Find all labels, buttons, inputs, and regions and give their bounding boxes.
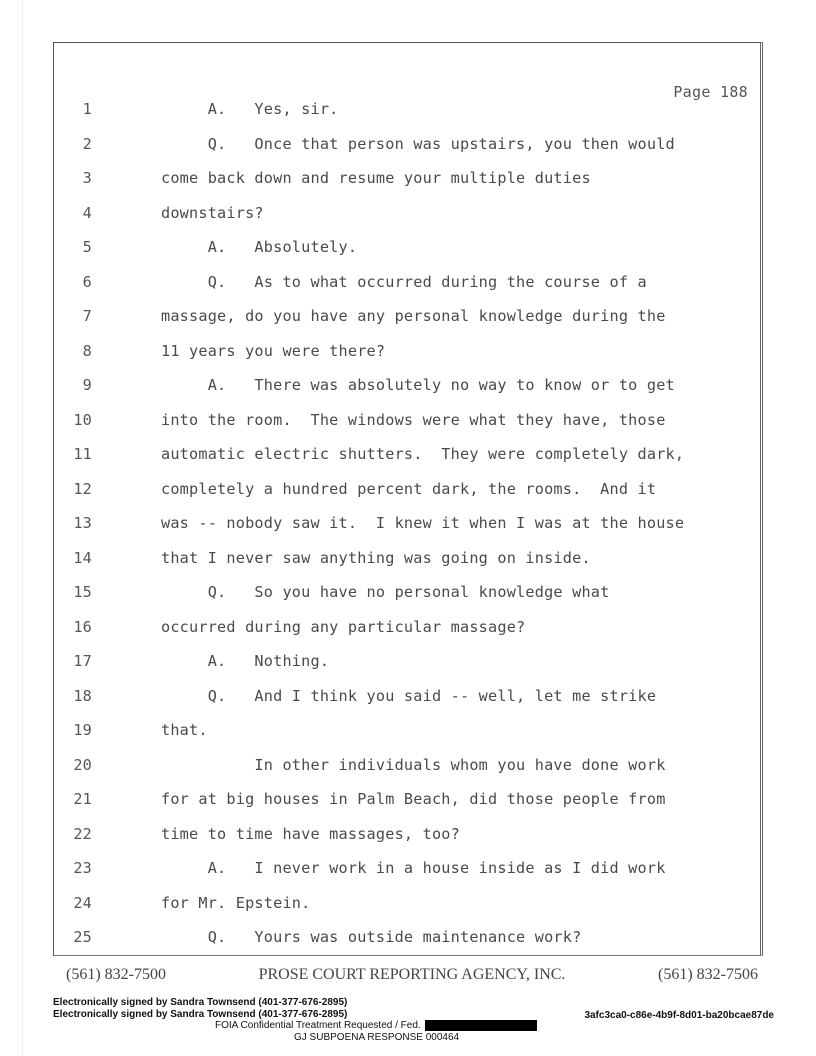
transcript-line [54,652,760,687]
line-number: 23 [73,859,92,877]
line-text: massage, do you have any personal knowledge during the [161,307,666,325]
redaction-box [425,1020,537,1031]
transcript-line [54,825,760,860]
line-text: automatic electric shutters. They were completely dark, [161,445,685,463]
line-number: 20 [73,755,92,774]
signature-line-1: Electronically signed by Sandra Townsend (401-377-676-2895) [53,997,348,1008]
transcript-line [54,790,760,825]
transcript-line [54,514,760,549]
line-number: 1 [82,100,92,118]
line-text: A. Absolutely. [161,238,358,256]
transcript-line [54,894,760,929]
signature-line-2: Electronically signed by Sandra Townsend (401-377-676-2895) [53,1009,348,1020]
transcript-line [54,238,760,273]
line-text: for Mr. Epstein. [161,893,311,912]
page-footer [66,966,758,984]
line-text: A. Yes, sir. [161,100,339,118]
line-number: 11 [73,445,92,463]
line-text: completely a hundred percent dark, the rooms. And it [161,479,657,498]
transcript-line [54,307,760,342]
transcript-line [54,376,760,411]
transcript-line [54,618,760,653]
transcript-line [54,445,760,480]
transcript-line [54,721,760,756]
transcript-line [54,480,760,515]
line-text: In other individuals whom you have done work [161,755,666,774]
line-text: Q. Yours was outside maintenance work? [161,928,582,946]
transcript-line [54,169,760,204]
line-text: into the room. The windows were what they have, those [161,410,666,429]
line-text: downstairs? [161,203,264,222]
line-number: 6 [82,272,92,291]
line-number: 13 [73,514,92,532]
line-number: 12 [73,479,92,498]
signature-hash: 3afc3ca0-c86e-4b9f-8d01-ba20bcae87de [584,1010,774,1021]
line-number: 16 [73,617,92,636]
line-text: that. [161,721,208,739]
line-text: A. I never work in a house inside as I did work [161,859,666,877]
line-number: 19 [73,721,92,739]
line-text: Q. And I think you said -- well, let me strike [161,686,657,705]
line-number: 25 [73,928,92,946]
foia-stamp [215,1020,537,1031]
transcript-line [54,342,760,377]
line-text: A. Nothing. [161,652,330,670]
bates-number: GJ SUBPOENA RESPONSE 000464 [294,1032,460,1043]
page-number: Page 188 [673,83,748,101]
line-number: 9 [82,376,92,394]
transcript-line [54,204,760,239]
line-number: 3 [82,169,92,187]
footer-phone-right: (561) 832-7506 [658,966,758,983]
transcript-line [54,411,760,446]
line-text: A. There was absolutely no way to know or to get [161,376,675,394]
line-number: 8 [82,341,92,360]
line-number: 10 [73,410,92,429]
line-text: that I never saw anything was going on inside. [161,548,591,567]
transcript-line [54,583,760,618]
line-number: 24 [73,893,92,912]
footer-agency: PROSE COURT REPORTING AGENCY, INC. [258,966,566,983]
line-text: Q. Once that person was upstairs, you then would [161,134,675,153]
transcript-line [54,100,760,135]
line-text: 11 years you were there? [161,341,386,360]
line-number: 5 [82,238,92,256]
line-number: 14 [73,548,92,567]
line-text: come back down and resume your multiple duties [161,169,591,187]
foia-text: FOIA Confidential Treatment Requested / Fed. [215,1020,421,1031]
transcript-line [54,928,760,963]
line-text: Q. As to what occurred during the course of a [161,272,647,291]
line-number: 17 [73,652,92,670]
line-number: 2 [82,134,92,153]
line-number: 7 [82,307,92,325]
line-text: Q. So you have no personal knowledge what [161,583,610,601]
transcript-line [54,135,760,170]
margin-rule [22,0,23,1056]
line-number: 15 [73,583,92,601]
transcript-line [54,549,760,584]
line-text: occurred during any particular massage? [161,617,526,636]
line-text: was -- nobody saw it. I knew it when I was at the house [161,514,685,532]
transcript-line [54,756,760,791]
transcript-body [54,100,760,963]
transcript-line [54,273,760,308]
line-number: 4 [82,203,92,222]
line-number: 18 [73,686,92,705]
line-number: 22 [73,824,92,843]
transcript-line [54,687,760,722]
line-text: time to time have massages, too? [161,824,460,843]
line-number: 21 [73,790,92,808]
line-text: for at big houses in Palm Beach, did those people from [161,790,666,808]
footer-phone-left: (561) 832-7500 [66,966,166,983]
transcript-page-frame [53,42,763,956]
transcript-line [54,859,760,894]
